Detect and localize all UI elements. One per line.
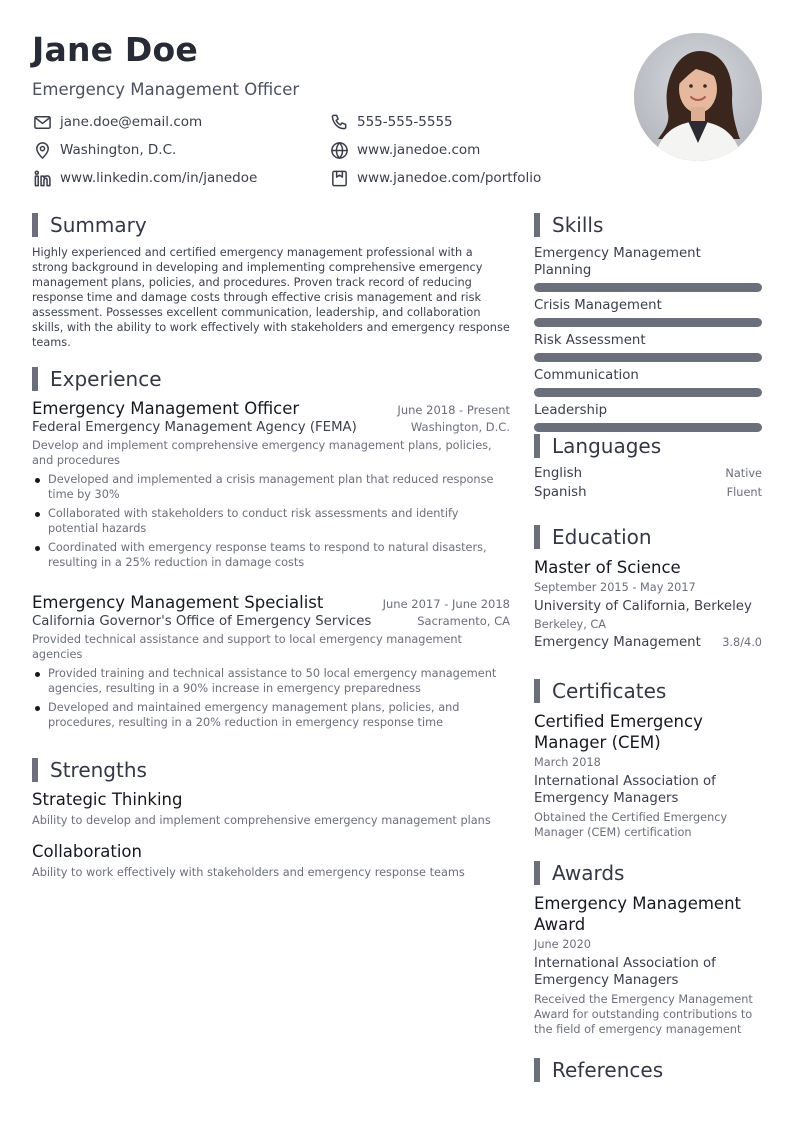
summary-text: Highly experienced and certified emergency management professional with a strong background in developing and implementing comprehensive emergency management plans, policies, and procedures. Proven track record of reducing response time and damage costs through effective crisis management and risk assessment. Possesses excellent communication, leadership, and collaboration skills, with the ability to work effectively with stakeholders and emergency response teams. — [32, 246, 510, 349]
job-description: Provided technical assistance and support to local emergency management agencies — [32, 633, 462, 661]
skill-label: Emergency Management Planning — [534, 246, 701, 278]
language-name: English — [534, 466, 583, 481]
skill-level-bar — [534, 283, 762, 292]
job-organization: California Governor's Office of Emergency Services — [32, 614, 372, 629]
email-text: jane.doe@email.com — [60, 114, 203, 130]
field-of-study: Emergency Management — [534, 635, 701, 650]
job-title: Emergency Management Specialist — [32, 593, 324, 612]
skill-level-bar — [534, 318, 762, 327]
job-bullet: Provided training and technical assistance to 50 local emergency management agencies, resulting in a 90% increase in emergency preparedness — [32, 666, 510, 696]
experience-heading-text: Experience — [50, 367, 162, 391]
skill-label: Communication — [534, 368, 639, 383]
skill-level-bar — [534, 423, 762, 432]
job-dates: June 2018 - Present — [397, 403, 510, 417]
skill-item — [534, 297, 762, 327]
linkedin-text: www.linkedin.com/in/janedoe — [60, 170, 258, 186]
contact-email[interactable] — [32, 112, 202, 132]
job-bullet: Developed and maintained emergency management plans, policies, and procedures, resulting in a 20% reduction in emergency response time — [32, 700, 510, 730]
strength-title: Collaboration — [32, 842, 142, 861]
award-item — [534, 893, 762, 1037]
languages-list — [534, 466, 762, 500]
degree: Master of Science — [534, 558, 681, 577]
experience-heading — [32, 367, 162, 391]
heading-accent-bar — [534, 434, 540, 458]
skill-item — [534, 367, 762, 397]
job-bullets — [32, 472, 510, 570]
award-description: Received the Emergency Management Award for outstanding contributions to the field of emergency management — [534, 993, 753, 1036]
language-name: Spanish — [534, 485, 587, 500]
languages-heading — [534, 434, 661, 458]
language-level: Fluent — [726, 486, 762, 499]
skill-level-bar — [534, 388, 762, 397]
skill-label: Leadership — [534, 403, 608, 418]
language-item — [534, 466, 762, 481]
awards-heading-text: Awards — [552, 861, 625, 885]
job-bullets — [32, 666, 510, 730]
education-heading — [534, 525, 652, 549]
linkedin-icon — [32, 168, 52, 188]
language-level: Native — [725, 467, 762, 480]
mail-icon — [32, 112, 52, 132]
skill-item — [534, 332, 762, 362]
website-text: www.janedoe.com — [357, 142, 481, 158]
strength-item — [32, 842, 510, 880]
certificate-date: March 2018 — [534, 756, 601, 769]
summary-heading-text: Summary — [50, 213, 147, 237]
gpa: 3.8/4.0 — [722, 636, 762, 649]
contact-website[interactable] — [329, 140, 480, 160]
school-location: Berkeley, CA — [534, 618, 607, 631]
job-location: Washington, D.C. — [410, 420, 510, 434]
portfolio-icon — [329, 168, 349, 188]
award-title: Emergency Management Award — [534, 894, 741, 934]
job-bullet: Developed and implemented a crisis management plan that reduced response time by 30% — [32, 472, 510, 502]
award-date: June 2020 — [534, 938, 591, 951]
education-dates: September 2015 - May 2017 — [534, 581, 696, 594]
references-heading-text: References — [552, 1058, 664, 1082]
certificates-heading-text: Certificates — [552, 679, 667, 703]
job-title: Emergency Management Officer — [32, 399, 300, 418]
job-dates: June 2017 - June 2018 — [382, 597, 510, 611]
strength-title: Strategic Thinking — [32, 790, 183, 809]
skills-list — [534, 245, 762, 432]
skills-heading — [534, 213, 603, 237]
job-organization: Federal Emergency Management Agency (FEMA) — [32, 420, 357, 435]
location-text: Washington, D.C. — [60, 142, 177, 158]
job-bullet: Collaborated with stakeholders to conduct risk assessments and identify potential hazards — [32, 506, 510, 536]
contact-linkedin[interactable] — [32, 168, 257, 188]
certificate-title: Certified Emergency Manager (CEM) — [534, 712, 703, 752]
education-field-row — [534, 635, 762, 650]
candidate-title: Emergency Management Officer — [32, 80, 300, 99]
heading-accent-bar — [32, 213, 38, 237]
strength-description: Ability to develop and implement comprehensive emergency management plans — [32, 814, 491, 827]
certificates-heading — [534, 679, 666, 703]
candidate-name: Jane Doe — [32, 30, 198, 69]
skill-level-bar — [534, 353, 762, 362]
education-heading-text: Education — [552, 525, 652, 549]
globe-icon — [329, 140, 349, 160]
references-heading — [534, 1058, 663, 1082]
award-issuer: International Association of Emergency Managers — [534, 956, 716, 988]
location-pin-icon — [32, 140, 52, 160]
heading-accent-bar — [32, 367, 38, 391]
strengths-heading-text: Strengths — [50, 758, 147, 782]
languages-heading-text: Languages — [552, 434, 662, 458]
language-item — [534, 485, 762, 500]
job-bullet: Coordinated with emergency response teams to respond to natural disasters, resulting in a 25% reduction in damage costs — [32, 540, 510, 570]
skill-item — [534, 402, 762, 432]
job-description: Develop and implement comprehensive emergency management plans, policies, and procedures — [32, 439, 492, 467]
heading-accent-bar — [534, 861, 540, 885]
profile-photo — [634, 33, 762, 161]
contact-location — [32, 140, 176, 160]
portfolio-text: www.janedoe.com/portfolio — [357, 170, 542, 186]
heading-accent-bar — [32, 758, 38, 782]
certificate-item — [534, 711, 762, 840]
education-item — [534, 557, 762, 650]
summary-heading — [32, 213, 147, 237]
heading-accent-bar — [534, 1058, 540, 1082]
certificate-description: Obtained the Certified Emergency Manager (CEM) certification — [534, 811, 728, 839]
heading-accent-bar — [534, 679, 540, 703]
job-location: Sacramento, CA — [417, 614, 510, 628]
heading-accent-bar — [534, 213, 540, 237]
strength-description: Ability to work effectively with stakeholders and emergency response teams — [32, 866, 465, 879]
skill-item — [534, 245, 762, 292]
heading-accent-bar — [534, 525, 540, 549]
experience-item — [32, 593, 510, 734]
skills-heading-text: Skills — [552, 213, 604, 237]
contact-block — [32, 112, 592, 196]
experience-item — [32, 399, 510, 574]
contact-portfolio[interactable] — [329, 168, 541, 188]
phone-icon — [329, 112, 349, 132]
awards-heading — [534, 861, 624, 885]
phone-text: 555-555-5555 — [357, 114, 453, 130]
strengths-heading — [32, 758, 147, 782]
contact-phone[interactable] — [329, 112, 453, 132]
strength-item — [32, 790, 510, 828]
school-name: University of California, Berkeley — [534, 599, 752, 614]
certificate-issuer: International Association of Emergency Managers — [534, 774, 716, 806]
skill-label: Risk Assessment — [534, 333, 646, 348]
skill-label: Crisis Management — [534, 298, 662, 313]
